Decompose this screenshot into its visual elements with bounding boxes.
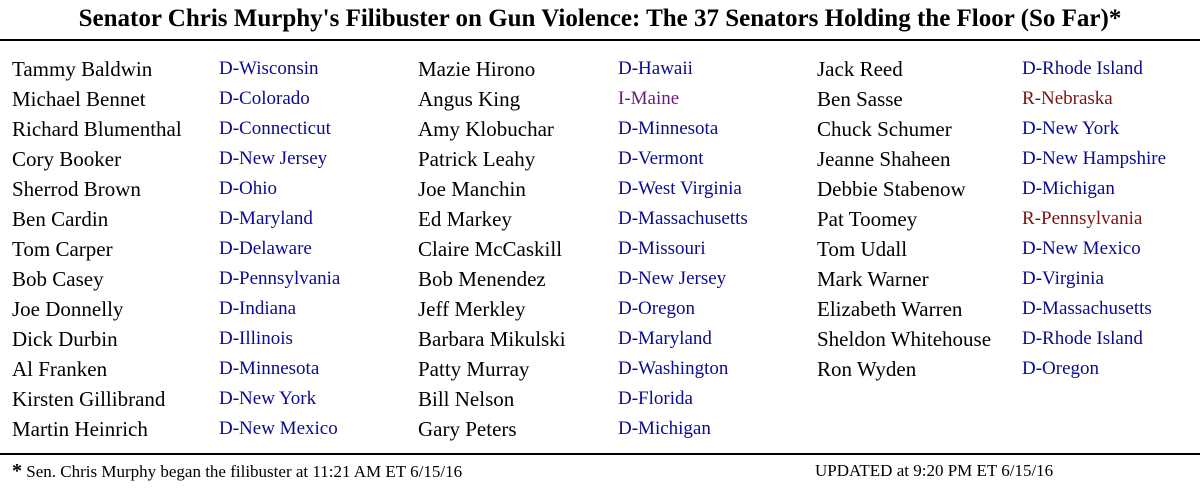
senator-party-state: D-Vermont bbox=[618, 148, 704, 169]
footnote-text: Sen. Chris Murphy began the filibuster at 11:21 AM ET 6/15/16 bbox=[26, 462, 463, 481]
senator-name: Joe Manchin bbox=[418, 177, 526, 201]
senator-name: Chuck Schumer bbox=[817, 117, 952, 141]
senator-name: Mark Warner bbox=[817, 267, 929, 291]
senator-party-state: D-Rhode Island bbox=[1022, 58, 1143, 79]
senator-name: Jeanne Shaheen bbox=[817, 147, 951, 171]
senator-name: Angus King bbox=[418, 87, 521, 111]
senator-party-state: D-New Jersey bbox=[618, 268, 727, 289]
title-divider bbox=[0, 39, 1200, 41]
senator-name: Al Franken bbox=[12, 357, 108, 381]
senator-party-state: D-Massachusetts bbox=[618, 208, 748, 229]
senator-party-state: D-Minnesota bbox=[618, 118, 719, 139]
footer-divider bbox=[0, 453, 1200, 455]
senator-party-state: D-Minnesota bbox=[219, 358, 320, 379]
updated-timestamp: UPDATED at 9:20 PM ET 6/15/16 bbox=[815, 461, 1054, 480]
senator-party-state: I-Maine bbox=[618, 88, 680, 109]
senator-name: Tammy Baldwin bbox=[12, 57, 153, 81]
senator-party-state: D-Pennsylvania bbox=[219, 268, 341, 289]
senator-party-state: D-Oregon bbox=[1022, 358, 1100, 379]
senator-name: Richard Blumenthal bbox=[12, 117, 182, 141]
senator-party-state: D-Colorado bbox=[219, 88, 310, 109]
senator-party-state: D-Maryland bbox=[219, 208, 313, 229]
senator-name: Cory Booker bbox=[12, 147, 122, 171]
senator-party-state: D-Florida bbox=[618, 388, 693, 409]
senator-party-state: D-Ohio bbox=[219, 178, 278, 199]
senator-party-state: D-New Mexico bbox=[1022, 238, 1141, 259]
senator-name: Debbie Stabenow bbox=[817, 177, 966, 201]
senator-party-state: R-Nebraska bbox=[1022, 88, 1113, 109]
senator-party-state: D-New York bbox=[1022, 118, 1120, 139]
senator-name: Amy Klobuchar bbox=[418, 117, 554, 141]
senator-name: Barbara Mikulski bbox=[418, 327, 566, 351]
senator-party-state: D-Wisconsin bbox=[219, 58, 319, 79]
senator-name: Sherrod Brown bbox=[12, 177, 141, 201]
senator-name: Tom Carper bbox=[12, 237, 113, 261]
senator-name: Patty Murray bbox=[418, 357, 530, 381]
senator-name: Bill Nelson bbox=[418, 387, 515, 411]
senator-name: Elizabeth Warren bbox=[817, 297, 963, 321]
senator-party-state: D-New Hampshire bbox=[1022, 148, 1167, 169]
senator-party-state: D-Michigan bbox=[618, 418, 711, 439]
senator-party-state: D-Michigan bbox=[1022, 178, 1115, 199]
senator-party-state: D-Illinois bbox=[219, 328, 293, 349]
senator-name: Tom Udall bbox=[817, 237, 908, 261]
senator-party-state: D-Hawaii bbox=[618, 58, 693, 79]
senator-name: Sheldon Whitehouse bbox=[817, 327, 992, 351]
senator-party-state: D-Missouri bbox=[618, 238, 706, 259]
page-title: Senator Chris Murphy's Filibuster on Gun Violence: The 37 Senators Holding the Floor (So Far)* bbox=[78, 5, 1122, 32]
senator-party-state: R-Pennsylvania bbox=[1022, 208, 1143, 229]
senator-party-state: D-Washington bbox=[618, 358, 729, 379]
senator-party-state: D-Massachusetts bbox=[1022, 298, 1152, 319]
senator-name: Pat Toomey bbox=[817, 207, 918, 231]
senator-party-state: D-Virginia bbox=[1022, 268, 1104, 289]
senator-name: Martin Heinrich bbox=[12, 417, 148, 441]
senator-party-state: D-Delaware bbox=[219, 238, 312, 259]
senator-party-state: D-New York bbox=[219, 388, 317, 409]
footnote bbox=[12, 458, 462, 485]
senator-party-state: D-Oregon bbox=[618, 298, 696, 319]
senator-party-state: D-New Mexico bbox=[219, 418, 338, 439]
senator-name: Jeff Merkley bbox=[418, 297, 526, 321]
senator-party-state: D-Rhode Island bbox=[1022, 328, 1143, 349]
senator-party-state: D-Indiana bbox=[219, 298, 297, 319]
senator-name: Bob Menendez bbox=[418, 267, 546, 291]
senator-name: Bob Casey bbox=[12, 267, 104, 291]
senator-party-state: D-Maryland bbox=[618, 328, 712, 349]
senator-name: Kirsten Gillibrand bbox=[12, 387, 166, 411]
senator-name: Ben Cardin bbox=[12, 207, 109, 231]
senator-name: Jack Reed bbox=[817, 57, 903, 81]
senator-name: Michael Bennet bbox=[12, 87, 146, 111]
senator-party-state: D-New Jersey bbox=[219, 148, 328, 169]
senator-name: Joe Donnelly bbox=[12, 297, 124, 321]
senator-name: Ben Sasse bbox=[817, 87, 903, 111]
senator-name: Ed Markey bbox=[418, 207, 512, 231]
senator-name: Gary Peters bbox=[418, 417, 517, 441]
senator-party-state: D-Connecticut bbox=[219, 118, 331, 139]
footnote-marker: * bbox=[12, 460, 22, 482]
senator-name: Dick Durbin bbox=[12, 327, 118, 351]
senator-name: Mazie Hirono bbox=[418, 57, 536, 81]
senator-name: Patrick Leahy bbox=[418, 147, 536, 171]
senator-name: Ron Wyden bbox=[817, 357, 917, 381]
senator-party-state: D-West Virginia bbox=[618, 178, 742, 199]
senator-name: Claire McCaskill bbox=[418, 237, 563, 261]
